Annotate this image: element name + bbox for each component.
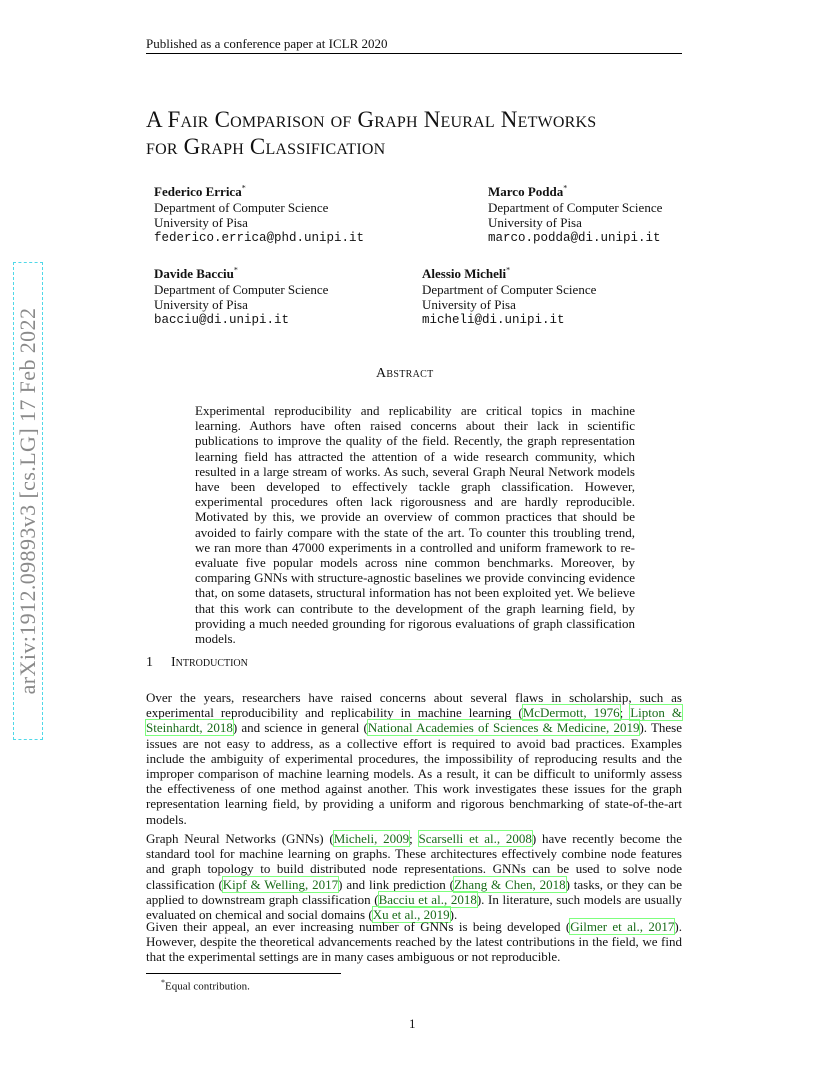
title-line-2: for Graph Classification: [146, 134, 386, 159]
text-run: ;: [619, 705, 631, 721]
text-run: Graph Neural Networks (GNNs) (: [146, 831, 334, 846]
page-number: 1: [409, 1016, 416, 1031]
footnote: [161, 978, 250, 993]
abstract-text: Experimental reproducibility and replicability are critical topics in machine learning. Authors have often raised concerns about their lack in scientific publications to improve the quality of the field. Recently, the graph representation learning field has attracted the attention of a wide research community, which resulted in a large stream of works. As such, several Graph Neural Network models have been developed to effectively tackle graph classification. However, experimental procedures often lack rigorousness and are hardly reproducible. Motivated by this, we provide an overview of common practices that should be avoided to fairly compare with the state of the art. To counter this troubling trend, we ran more than 47000 experiments in a controlled and uniform framework to re-evaluate five popular models across nine common benchmarks. Moreover, by comparing GNNs with structure-agnostic baselines we provide convincing evidence that, on some datasets, structural information has not been exploited yet. We believe that this work can contribute to the development of the graph learning field, by providing a much needed grounding for rigorous evaluations of graph classification models.: [195, 403, 635, 647]
citation-link[interactable]: Micheli, 2009: [333, 831, 410, 846]
title-line-1: A Fair Comparison of Graph Neural Networks: [146, 107, 597, 132]
author-email[interactable]: marco.podda@di.unipi.it: [488, 230, 661, 245]
paper-title: [146, 106, 706, 160]
author-univ: University of Pisa: [422, 297, 516, 312]
section-title: Introduction: [171, 655, 248, 670]
author-univ: University of Pisa: [488, 215, 582, 230]
text-run: ). In literature, such models are usually evaluated on chemical and social domains (: [146, 891, 682, 923]
text-run: ). These issues are not easy to address, as a collective effort is required to avoid bad practices. Examples include the ambiguity of experimental procedures, the impossibility of reproducing results and the improper comparison of machine learning models. As a result, it can be difficult to uniformly assess the effectiveness of one method against another. This work investigates these issues for the graph representation learning field, by providing a uniform and rigorous benchmarking of state-of-the-art models.: [146, 720, 683, 827]
text-run: Over the years, researchers have raised concerns about several flaws in scholarship, such as experimental reproducibility and replicability in machine learning (: [146, 690, 682, 721]
text-run: ) and science in general (: [232, 720, 368, 736]
citation-link[interactable]: Scarselli et al., 2008: [418, 831, 532, 846]
footnote-mark: *: [161, 978, 165, 987]
citation-link[interactable]: Bacciu et al., 2018: [378, 891, 477, 907]
author-dept: Department of Computer Science: [154, 199, 329, 215]
abstract-heading: Abstract: [376, 366, 434, 381]
citation-link[interactable]: Xu et al., 2019: [372, 907, 450, 923]
author-univ: University of Pisa: [154, 215, 248, 230]
citation-link[interactable]: Gilmer et al., 2017: [570, 919, 675, 934]
citation-link[interactable]: McDermott, 1976: [522, 705, 620, 721]
arxiv-stamp: [8, 262, 50, 742]
arxiv-stamp-text: arXiv:1912.09893v3 [cs.LG] 17 Feb 2022: [15, 307, 40, 695]
author-mark: *: [241, 183, 246, 193]
running-header: Published as a conference paper at ICLR 2020: [146, 36, 388, 51]
citation-link[interactable]: Zhang & Chen, 2018: [453, 876, 566, 892]
text-run: ;: [409, 831, 419, 846]
author-block-4: [422, 266, 596, 328]
text-run: ) have recently become the standard tool for machine learning on graphs. These architectures effectively combine node features and graph topology to build distributed node representations. GNNs can be used to solve node classification (: [146, 831, 682, 892]
text-run: ). However, despite the theoretical advancements reached by the latest contributions in the field, we find that the experimental settings are in many cases ambiguous or not reproducible.: [146, 919, 682, 965]
author-dept: Department of Computer Science: [422, 281, 597, 297]
text-run: ) and link prediction (: [338, 876, 454, 892]
author-mark: *: [506, 265, 511, 275]
author-name: Federico Errica: [154, 184, 242, 199]
author-block-3: [154, 266, 328, 328]
author-email[interactable]: micheli@di.unipi.it: [422, 312, 565, 327]
section-heading: [146, 655, 248, 671]
author-name: Alessio Micheli: [422, 266, 507, 281]
footnote-rule: [146, 973, 341, 974]
citation-link[interactable]: National Academies of Sciences & Medicine, 2019: [367, 720, 640, 736]
author-block-1: [154, 184, 364, 246]
author-block-2: [488, 184, 662, 246]
text-run: ).: [449, 907, 458, 923]
paragraph-1: [146, 690, 682, 827]
text-run: ) tasks, or they can be applied to downstream graph classification (: [146, 876, 683, 907]
footnote-text: Equal contribution.: [165, 980, 250, 993]
author-mark: *: [563, 183, 568, 193]
header-rule: [146, 53, 682, 54]
author-dept: Department of Computer Science: [154, 281, 329, 297]
author-dept: Department of Computer Science: [488, 199, 663, 215]
author-email[interactable]: federico.errica@phd.unipi.it: [154, 230, 365, 245]
paragraph-2: [146, 831, 682, 922]
author-email[interactable]: bacciu@di.unipi.it: [154, 312, 290, 327]
author-univ: University of Pisa: [154, 297, 248, 312]
citation-link[interactable]: Kipf & Welling, 2017: [222, 876, 339, 892]
author-name: Marco Podda: [488, 184, 564, 199]
author-name: Davide Bacciu: [154, 266, 234, 281]
section-number: 1: [146, 655, 153, 670]
text-run: Given their appeal, an ever increasing number of GNNs is being developed (: [146, 919, 571, 934]
author-mark: *: [233, 265, 238, 275]
paragraph-3: [146, 919, 682, 965]
citation-link[interactable]: Lipton & Steinhardt, 2018: [146, 705, 683, 736]
